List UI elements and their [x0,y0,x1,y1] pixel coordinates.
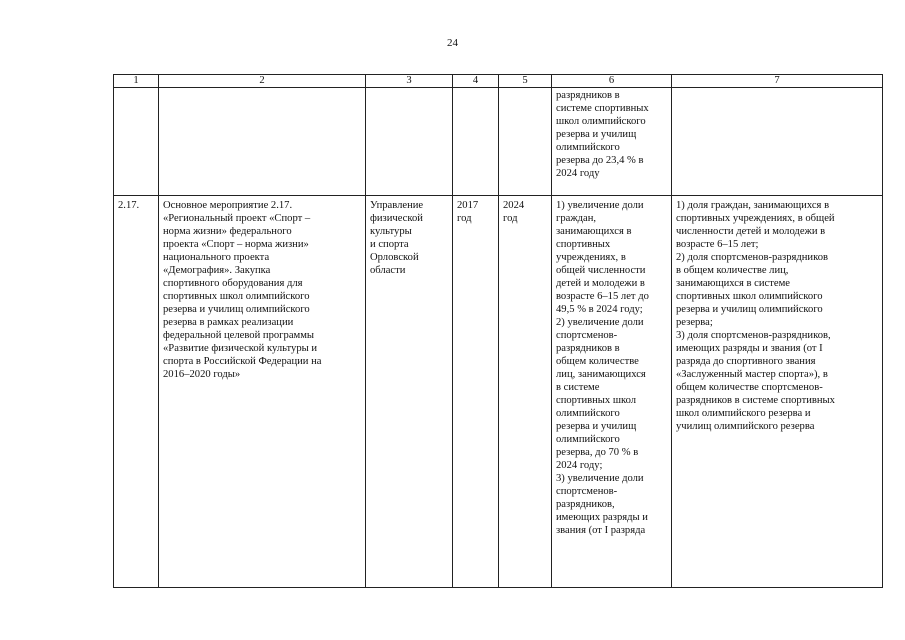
table-cell [499,88,552,196]
table-row [114,196,883,588]
column-header: 6 [552,75,672,88]
table-cell [453,88,499,196]
row-number-cell: 2.17. [114,196,159,588]
table-cell [366,88,453,196]
column-header: 2 [159,75,366,88]
column-header: 1 [114,75,159,88]
page-number: 24 [447,37,458,49]
column-header: 3 [366,75,453,88]
column-header: 4 [453,75,499,88]
expected-result-cell: 1) увеличение доли граждан, занимающихся в спортивных учреждениях, в общей численности детей и молодежи в возрасте 6–15 лет до 49,5 % в 2024 году; 2) увеличение доли спортсменов- разрядников в общем количестве лиц, занимающихся в системе спортивных школ олимпийского резерва и училищ олимпийского резерва, до 70 % в 2024 году; 3) увеличение доли спортсменов- разрядников, имеющих разряды и звания (от I разряда [552,196,672,588]
table-row [114,88,883,196]
table-cell [159,88,366,196]
table-cell [114,88,159,196]
table-header-row [114,75,883,88]
table-cell [672,88,883,196]
column-header: 7 [672,75,883,88]
table-cell: разрядников в системе спортивных школ олимпийского резерва и училищ олимпийского резерва до 23,4 % в 2024 году [552,88,672,196]
measure-name-cell: Основное мероприятие 2.17. «Региональный проект «Спорт – норма жизни» федерального проекта «Спорт – норма жизни» национального проекта «Демография». Закупка спортивного оборудования для спортивных школ олимпийского резерва и училищ олимпийского резерва в рамках реализации федеральной целевой программы «Развитие физической культуры и спорта в Российской Федерации на 2016–2020 годы» [159,196,366,588]
end-year-cell: 2024 год [499,196,552,588]
program-table [113,74,883,588]
indicators-cell: 1) доля граждан, занимающихся в спортивных учреждениях, в общей численности детей и молодежи в возрасте 6–15 лет; 2) доля спортсменов-разрядников в общем количестве лиц, занимающихся в системе спортивных школ олимпийского резерва и училищ олимпийского резерва; 3) доля спортсменов-разрядников, имеющих разряды и звания (от I разряда до спортивного звания «Заслуженный мастер спорта»), в общем количестве спортсменов- разрядников в системе спортивных школ олимпийского резерва и училищ олимпийского резерва [672,196,883,588]
start-year-cell: 2017 год [453,196,499,588]
responsible-executor-cell: Управление физической культуры и спорта Орловской области [366,196,453,588]
column-header: 5 [499,75,552,88]
